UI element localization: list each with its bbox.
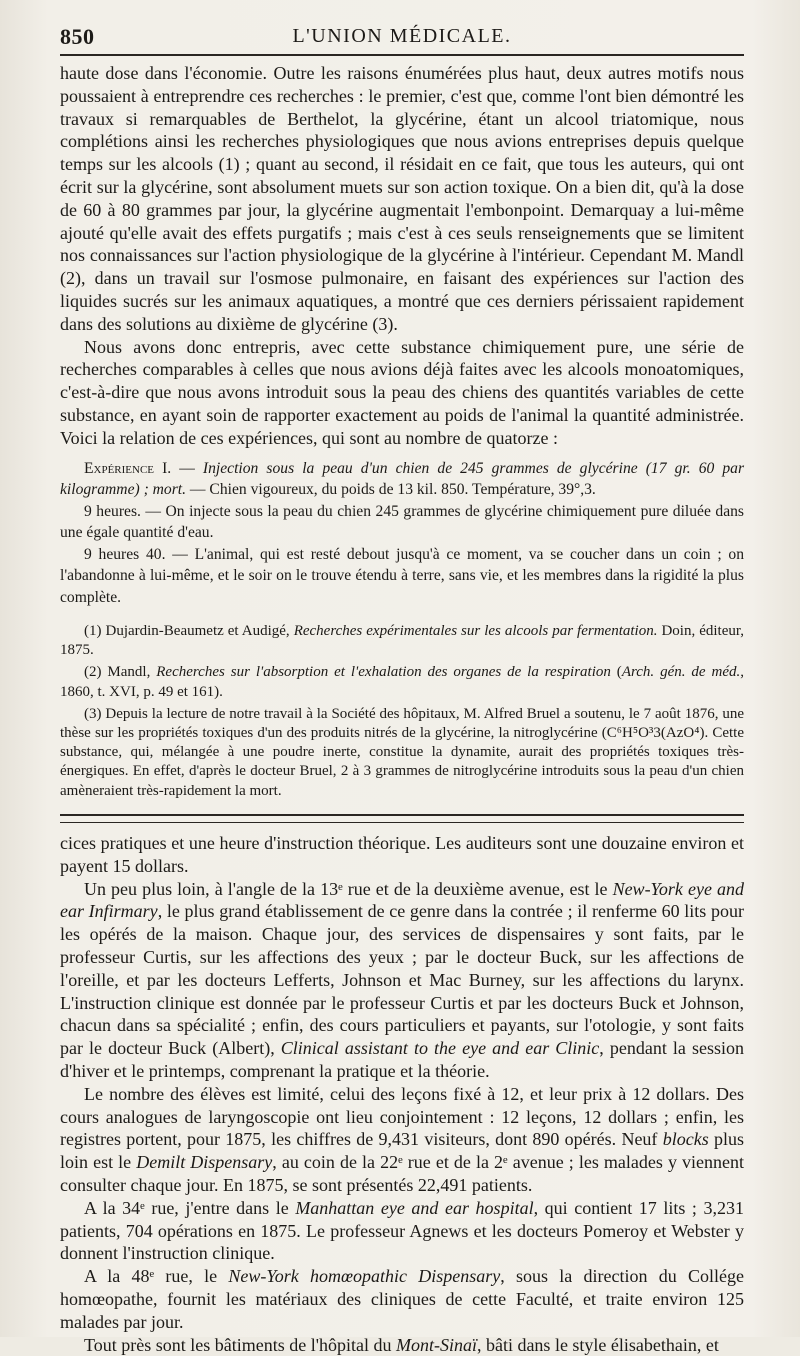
experiment-heading bbox=[60, 458, 744, 501]
page-header bbox=[60, 22, 744, 52]
paragraph-instruction: cices pratiques et une heure d'instruction théorique. Les auditeurs sont une douzaine environ et payent 15 dollars. bbox=[60, 833, 744, 876]
italic-word: blocks bbox=[662, 1129, 709, 1150]
experiment-title: Injection sous la peau d'un chien de 245 grammes de glycérine (17 gr. 60 par kilogramme) ; mort. bbox=[60, 459, 745, 499]
experiment-description: — Chien vigoureux, du poids de 13 kil. 850. Température, 39°,3. bbox=[186, 481, 596, 499]
text-segment: A la 34ᵉ rue, j'entre dans le bbox=[84, 1197, 296, 1218]
text-segment: , qui contient 17 lits ; 3,231 patients, 704 opérations en 1875. Le professeur Agnews et les docteurs Pomeroy et Webster y donnent l'instruction clinique. bbox=[60, 1197, 745, 1264]
footnote-2-title: Recherches sur l'absorption et l'exhalation des organes de la respiration bbox=[156, 664, 611, 681]
position-title: Clinical assistant to the eye and ear Clinic bbox=[280, 1038, 600, 1059]
paragraph-homeopathic bbox=[60, 1265, 744, 1333]
footnote-2 bbox=[60, 663, 744, 701]
footnote-separator bbox=[60, 608, 744, 622]
experiment-9h: 9 heures. — On injecte sous la peau du chien 245 grammes de glycérine chimiquement pure diluée dans une égale quantité d'eau. bbox=[60, 502, 744, 542]
footnote-2-journal: Arch. gén. de méd. bbox=[621, 664, 741, 681]
text-segment: A la 48ᵉ rue, le bbox=[84, 1266, 229, 1287]
footnote-2-reference: , 1860, t. XVI, p. 49 et 161). bbox=[60, 664, 744, 700]
page-number: 850 bbox=[60, 24, 95, 49]
paragraph-students bbox=[60, 1083, 744, 1197]
section-divider bbox=[60, 814, 744, 823]
article-upper bbox=[60, 62, 744, 804]
institution-name: New-York homœopathic Dispensary bbox=[228, 1266, 501, 1287]
text-segment: Le nombre des élèves est limité, celui des leçons fixé à 12, et leur prix à 12 dollars. Des cours analogues de laryngoscopie ont lieu conjointement : 12 leçons, 12 dollars ; enfin, les registres portent, pour 1875, les chiffres de 9,431 visiteurs, dont 890 opérés. Neuf bbox=[60, 1083, 744, 1150]
text-segment: , au coin de la 22ᵉ rue et de la 2ᵉ avenue ; les malades y viennent consulter chaque jour. En 1875, se sont présentés 22,491 patients. bbox=[60, 1152, 745, 1195]
text-segment: , pendant la session d'hiver et le printemps, comprenant la pratique et la théorie. bbox=[60, 1038, 744, 1081]
footnote-2-author: (2) Mandl, bbox=[84, 664, 157, 681]
text-segment: plus loin est le bbox=[60, 1129, 744, 1173]
experiment-dash: — bbox=[171, 459, 203, 477]
institution-name: Manhattan eye and ear hospital bbox=[295, 1197, 534, 1218]
experiment-label: Expérience I. bbox=[84, 459, 172, 477]
paragraph-method: Nous avons donc entrepris, avec cette substance chimiquement pure, une série de recherches comparables à celles que nous avions déjà faites avec les alcools monoatomiques, c'est-à-dire que nous avons introduit sous la peau des chiens des quantités variables de cette substance, en ayant soin de rapporter exactement au poids de l'animal la quantité administrée. Voici la relation de ces expériences, qui sont au nombre de quatorze : bbox=[60, 336, 744, 448]
experiment-9h40: 9 heures 40. — L'animal, qui est resté debout jusqu'à ce moment, va se coucher dans un coin ; on l'abandonne à lui-même, et le soir on le trouve étendu à terre, sans vie, et les membres dans la rigidité la plus complète. bbox=[60, 545, 744, 606]
footnote-3: (3) Depuis la lecture de notre travail à la Société des hôpitaux, M. Alfred Bruel a soutenu, le 7 août 1876, une thèse sur les propriétés toxiques d'un des produits nitrés de la glycérine, la nitroglycérine (C⁶H⁵O³3(AzO⁴). Cette substance, qui, mélangée à une poudre inerte, constitue la dynamite, aurait des propriétés toxiques très-énergiques. En effet, d'après le docteur Bruel, 2 à 3 grammes de nitroglycérine introduits sous la peau d'un chien amèneraient très-rapidement la mort. bbox=[60, 705, 744, 799]
institution-name: New-York eye and ear Infirmary bbox=[60, 878, 744, 922]
journal-title: L'UNION MÉDICALE. bbox=[292, 25, 512, 47]
paragraph-motives: haute dose dans l'économie. Outre les raisons énumérées plus haut, deux autres motifs nous poussaient à entreprendre ces recherches : le premier, c'est que, comme l'ont bien démontré les travaux si remarquables de Berthelot, la glycérine, étant un alcool triatomique, nous complétions ainsi les recherches physiologiques que nous avions entreprises depuis quelque temps sur les alcools (1) ; quant au second, il résidait en ce fait, que tous les auteurs, qui ont écrit sur la glycérine, sont absolument muets sur son action toxique. On a bien dit, qu'à la dose de 60 à 80 grammes par jour, la glycérine augmentait l'embonpoint. Demarquay a lui-même ajouté qu'elle avait des effets purgatifs ; mais c'est à ces seuls renseignements que se limitent nos connaissances sur l'action physiologique de la glycérine à l'intérieur. Cependant M. Mandl (2), dans un travail sur l'osmose pulmonaire, en faisant des expériences sur l'action des liquides sucrés sur les animaux aquatiques, a montré que ces derniers périssaient rapidement dans des solutions au dixième de glycérine (3). bbox=[60, 63, 744, 334]
text-segment: Un peu plus loin, à l'angle de la 13ᵉ rue et de la deuxième avenue, est le bbox=[84, 878, 613, 899]
footnote-1 bbox=[60, 622, 744, 660]
footnote-1-title: Recherches expérimentales sur les alcools par fermentation. bbox=[293, 623, 658, 640]
paragraph-eye-ear-infirmary bbox=[60, 878, 744, 1083]
institution-name: Mont-Sinaï bbox=[395, 1334, 477, 1355]
header-rule bbox=[60, 54, 744, 56]
paragraph-manhattan bbox=[60, 1197, 744, 1265]
institution-name: Demilt Dispensary bbox=[136, 1152, 273, 1173]
text-segment: , le plus grand établissement de ce genre dans la contrée ; il renferme 60 lits pour les opérés de la maison. Chaque jour, des services de dispensaires y sont faits, par le professeur Curtis, sur les affections des yeux ; par le docteur Buck, sur les affections de l'oreille, et par les docteurs Lefferts, Johnson et Mac Burney, sur les affections du larynx. L'instruction clinique est donnée par le professeur Curtis et par les docteurs Buck et Johnson, chacun dans sa spécialité ; enfin, des cours particuliers et payants, sur l'otologie, y sont faits par le docteur Buck (Albert), bbox=[60, 901, 744, 1059]
footnote-1-author: (1) Dujardin-Beaumetz et Audigé, bbox=[84, 623, 294, 640]
article-lower bbox=[60, 832, 744, 1356]
text-segment: Tout près sont les bâtiments de l'hôpital du bbox=[84, 1334, 396, 1355]
text-segment: , bâti dans le style élisabethain, et bbox=[476, 1334, 719, 1355]
footnote-1-publisher: Doin, éditeur, 1875. bbox=[60, 623, 745, 659]
text-segment: , sous la direction du Collége homœopathe, fournit les matériaux des cliniques de cette Faculté, et traite environ 125 malades par jour. bbox=[60, 1266, 744, 1332]
footnote-2-paren: ( bbox=[610, 664, 622, 681]
